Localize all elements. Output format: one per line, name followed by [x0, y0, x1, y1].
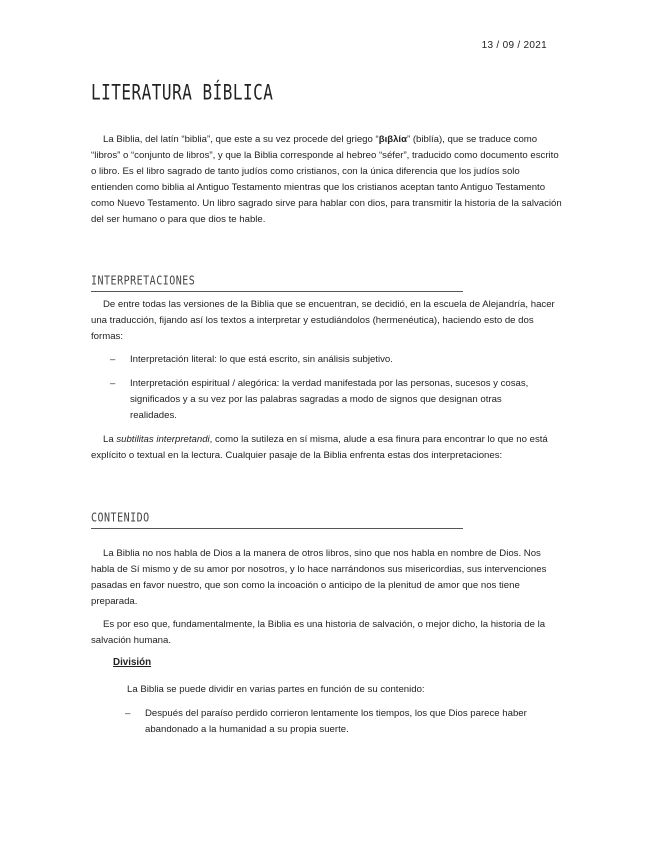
document-date: 13 / 09 / 2021 — [481, 40, 547, 51]
division-heading: División — [113, 657, 152, 668]
closing-rest: , como la sutileza en sí misma, alude a esa finura para encontrar lo que no está explícito o textual en la lectura. Cualquier pasaje de la Biblia enfrenta estas dos interpretaciones: — [91, 434, 548, 461]
bullet-dash: – — [110, 378, 116, 389]
section-heading-contenido: CONTENIDO — [91, 512, 150, 526]
list-item-text: Interpretación espiritual / alegórica: la verdad manifestada por las personas, sucesos y cosas, significados y a su vez por las palabras sagradas a modo de signos que designan otras realidades. — [130, 378, 529, 421]
interpretaciones-intro: De entre todas las versiones de la Biblia que se encuentran, se decidió, en la escuela de Alejandría, hacer una traducción, fijando así los textos a interpretar y estudiándolos (hermenéutica), haciendo esto de dos formas: — [91, 299, 555, 342]
interpretaciones-closing — [91, 432, 563, 464]
intro-greek-word: βιβλία — [378, 134, 407, 145]
intro-text-a: La Biblia, del latín “biblia”, que este a su vez procede del griego “ — [103, 134, 379, 145]
intro-text-b: ” (biblía), que se traduce como “libros” o “conjunto de libros”, y que la Biblia corresponde al hebreo “séfer”, traducido como documento escrito o libro. Es el libro sagrado de tanto judíos como cristianos, con la única diferencia que los judíos solo entienden como biblia al Antiguo Testamento mientras que los cristianos aceptan tanto Antiguo Testamento como Nuevo Testamento. Un libro sagrado sirve para hablar con dios, para transmitir la historia de la salvación del ser humano o para que dios te hable. — [91, 134, 562, 225]
document-title: LITERATURA BÍBLICA — [91, 79, 274, 105]
list-item-text: Interpretación literal: lo que está escrito, sin análisis subjetivo. — [130, 354, 393, 365]
bullet-dash: – — [110, 354, 116, 365]
section-heading-interpretaciones: INTERPRETACIONES — [91, 275, 196, 289]
contenido-paragraph-2: Es por eso que, fundamentalmente, la Biblia es una historia de salvación, o mejor dicho, la historia de la salvación humana. — [91, 619, 546, 646]
bullet-dash: – — [125, 708, 131, 719]
section-divider — [91, 291, 463, 292]
division-intro: La Biblia se puede dividir en varias partes en función de su contenido: — [127, 684, 425, 695]
intro-paragraph — [91, 132, 563, 228]
list-item-text: Después del paraíso perdido corrieron lentamente los tiempos, los que Dios parece haber abandonado a la humanidad a su propia suerte. — [145, 708, 527, 735]
closing-italic-term: subtilitas interpretandi — [116, 434, 210, 445]
contenido-paragraph-1: La Biblia no nos habla de Dios a la manera de otros libros, sino que nos habla en nombre de Dios. Nos habla de Sí mismo y de su amor por nosotros, y lo hace narrándonos sus misericordias, sus intervenciones pasadas en favor nuestro, que son como la incoación o anticipo de la plenitud de amor que nos tiene preparada. — [91, 548, 547, 607]
section-divider — [91, 528, 463, 529]
closing-prefix: La — [103, 434, 117, 445]
